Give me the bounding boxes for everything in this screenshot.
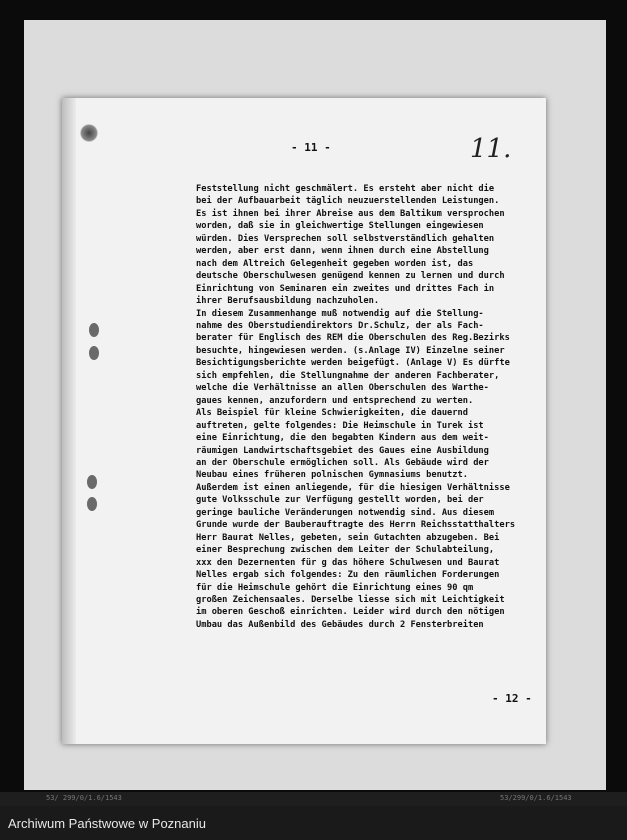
text-line: Besichtigungsberichte werden beigefügt. (Anlage V) Es dürfte <box>196 358 510 369</box>
text-line: großen Zeichensaales. Derselbe liesse sich mit Leichtigkeit <box>196 594 505 605</box>
text-line: nach dem Altreich Gelegenheit gegeben worden ist, das <box>196 258 474 269</box>
text-line: räumigen Landwirtschaftsgebiet des Gaues eine Ausbildung <box>196 445 489 456</box>
text-line: ihrer Berufsausbildung nachzuholen. <box>196 296 380 307</box>
text-line: einer Besprechung zwischen dem Leiter der Schulabteilung, <box>196 545 495 556</box>
typed-body-text <box>196 183 548 631</box>
text-line: Einrichtung von Seminaren ein zweites und drittes Fach in <box>196 283 495 294</box>
text-line: In diesem Zusammenhange muß notwendig auf die Stellung- <box>196 308 484 319</box>
text-line: geringe bauliche Veränderungen notwendig sind. Aus diesem <box>196 507 495 518</box>
text-line: Neubau eines früheren polnischen Gymnasiums benutzt. <box>196 470 468 481</box>
text-line: eine Einrichtung, die den begabten Kindern aus dem weit- <box>196 433 489 444</box>
text-line: gaues kennen, anzufordern und entsprechend zu werten. <box>196 395 474 406</box>
text-line: besuchte, hingewiesen werden. (s.Anlage IV) Einzelne seiner <box>196 345 505 356</box>
text-line: im oberen Geschoß einrichten. Leider wird durch den nötigen <box>196 607 505 618</box>
text-line: worden, daß sie in gleichwertige Stellungen eingewiesen <box>196 221 484 232</box>
archive-signature-left: 53/ 299/0/1.6/1543 <box>46 794 122 802</box>
text-line: xxx den Dezernenten für g das höhere Schulwesen und Baurat <box>196 557 500 568</box>
paper-clip-mark <box>80 124 98 142</box>
text-line: berater für Englisch des REM die Oberschulen des Reg.Bezirks <box>196 333 510 344</box>
text-line: Nelles ergab sich folgendes: Zu den räumlichen Forderungen <box>196 570 500 581</box>
handwritten-page-number: 11. <box>470 134 512 164</box>
punch-hole <box>87 475 97 489</box>
text-line: an der Oberschule ermöglichen soll. Als Gebäude wird der <box>196 457 489 468</box>
text-line: bei der Aufbauarbeit täglich neuzuerstellenden Leistungen. <box>196 196 500 207</box>
film-strip <box>0 792 627 806</box>
text-line: Es ist ihnen bei ihrer Abreise aus dem Baltikum versprochen <box>196 208 505 219</box>
text-line: für die Heimschule gehört die Einrichtung eines 90 qm <box>196 582 474 593</box>
text-line: auftreten, gelte folgendes: Die Heimschule in Turek ist <box>196 420 484 431</box>
page-number-bottom: - 12 - <box>492 692 532 705</box>
punch-hole <box>87 497 97 511</box>
text-line: würden. Dies Versprechen soll selbstverständlich gehalten <box>196 233 495 244</box>
page-edge-shadow <box>62 98 76 744</box>
punch-hole <box>89 346 99 360</box>
text-line: welche die Verhältnisse an allen Oberschulen des Warthe- <box>196 383 489 394</box>
archive-signature-right: 53/299/0/1.6/1543 <box>500 794 572 802</box>
archive-name: Archiwum Państwowe w Poznaniu <box>8 816 206 831</box>
punch-hole <box>89 323 99 337</box>
text-line: Grunde wurde der Bauberauftragte des Herrn Reichsstatthalters <box>196 520 516 531</box>
text-line: nahme des Oberstudiendirektors Dr.Schulz, der als Fach- <box>196 320 484 331</box>
page-number-top: - 11 - <box>291 141 331 154</box>
text-line: Feststellung nicht geschmälert. Es ersteht aber nicht die <box>196 184 495 194</box>
text-line: deutsche Oberschulwesen genügend kennen zu lernen und durch <box>196 271 505 282</box>
text-line: Außerdem ist einen anliegende, für die hiesigen Verhältnisse <box>196 482 510 493</box>
text-line: werden, aber erst dann, wenn ihnen durch eine Abstellung <box>196 246 489 257</box>
text-line: Umbau das Außenbild des Gebäudes durch 2 Fensterbreiten <box>196 619 484 630</box>
text-line: Herr Baurat Nelles, gebeten, sein Gutachten abzugeben. Bei <box>196 532 500 543</box>
archive-footer <box>0 806 627 840</box>
text-line: Als Beispiel für kleine Schwierigkeiten, die dauernd <box>196 408 468 419</box>
text-line: sich empfehlen, die Stellungnahme der anderen Fachberater, <box>196 370 500 381</box>
text-line: gute Volksschule zur Verfügung gestellt worden, bei der <box>196 495 484 506</box>
